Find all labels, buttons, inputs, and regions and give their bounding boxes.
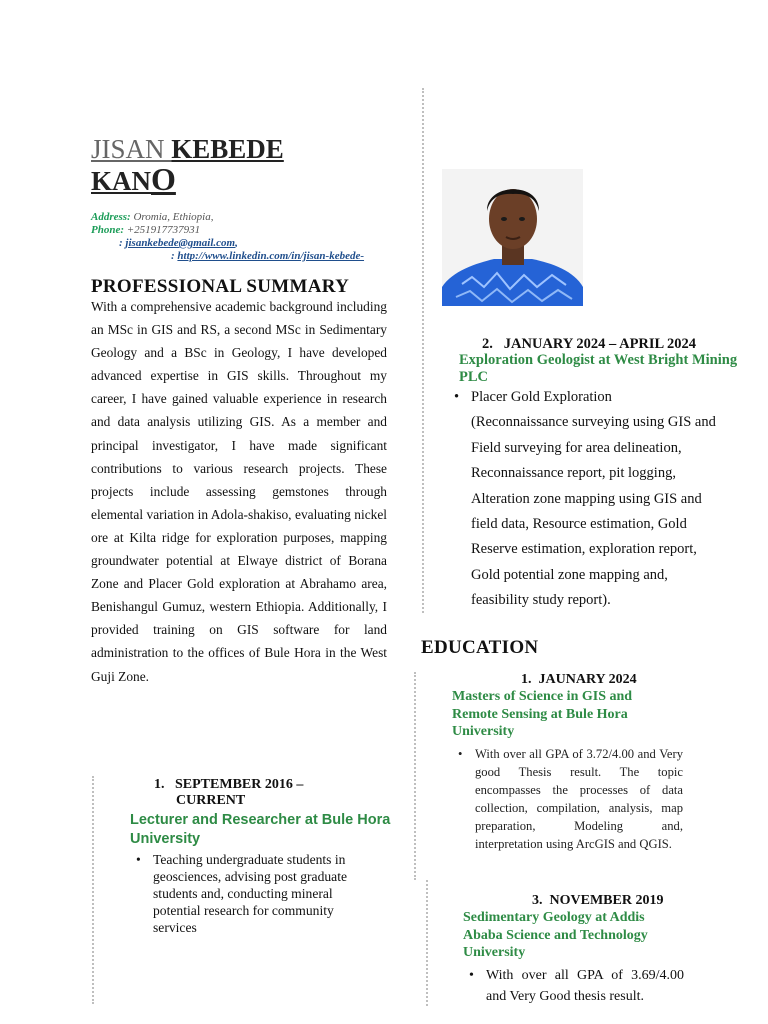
- summary-heading: PROFESSIONAL SUMMARY: [91, 276, 350, 297]
- phone-line: Phone: +251917737931: [91, 224, 201, 236]
- job-title: Lecturer and Researcher at Bule Hora University: [130, 812, 391, 847]
- address-line: Address: Oromia, Ethiopia,: [91, 211, 214, 223]
- education-title: Sedimentary Geology at Addis Ababa Science and Technology University: [463, 910, 648, 960]
- job-period: 1. SEPTEMBER 2016 – CURRENT: [154, 777, 304, 808]
- linkedin-line: : http://www.linkedin.com/in/jisan-kebede-: [171, 250, 365, 262]
- column-divider: [426, 880, 428, 1006]
- job-title: Exploration Geologist at West Bright Mining PLC: [459, 352, 738, 385]
- education-bullet: • With over all GPA of 3.69/4.00 and Very Good thesis result.: [486, 966, 684, 1007]
- person-portrait-icon: [442, 169, 583, 306]
- education-bullets: [486, 966, 684, 1007]
- job-bullet: • Teaching undergraduate students in geosciences, advising post graduate students and, conducting mineral potential research for community services: [153, 851, 375, 936]
- column-divider: [414, 672, 416, 880]
- column-divider: [92, 776, 94, 1004]
- education-period: 1. JAUNARY 2024: [521, 672, 637, 687]
- column-divider: [422, 88, 424, 613]
- job-period: 2. JANUARY 2024 – APRIL 2024: [482, 336, 697, 352]
- contact-block: [91, 211, 391, 263]
- education-heading: EDUCATION: [421, 637, 539, 658]
- linkedin-link[interactable]: http://www.linkedin.com/in/jisan-kebede-: [177, 250, 365, 262]
- education-title: Masters of Science in GIS and Remote Sensing at Bule Hora University: [452, 689, 633, 739]
- email-link[interactable]: jisankebede@gmail.com: [125, 237, 236, 249]
- candidate-name: JISAN KEBEDE KANO: [91, 134, 284, 197]
- education-period: 3. NOVEMBER 2019: [532, 893, 664, 908]
- education-bullets: [475, 745, 683, 853]
- profile-photo: [442, 169, 583, 306]
- job-bullets: [471, 385, 726, 614]
- email-line: : jisankebede@gmail.com,: [119, 237, 238, 249]
- job-bullets: [153, 851, 375, 936]
- summary-text: With a comprehensive academic background including an MSc in GIS and RS, a second MSc in Sedimentary Geology and a BSc in Geology, I have developed advanced expertise in GIS skills. Throughout my career, I have gained valuable experience in research and data analysis utilizing GIS. As a member and principal investigator, I have made significant contributions to various research projects. These projects include assessing gemstones through elemental variation in Adola-shakiso, evaluating nickel ore at Kilta ridge for exploration purposes, mapping groundwater potential at Elwaye district of Borana Zone and Placer Gold exploration at Abrahamo area, Benishangul Gumuz, western Ethiopia. Additionally, I provided training on GIS software for land administration to the offices of Bule Hora in the West Guji Zone.: [91, 299, 387, 684]
- education-bullet: • With over all GPA of 3.72/4.00 and Very good Thesis result. The topic encompasses the processes of data collection, compilation, analysis, map preparation, Modeling and, interpretation using ArcGIS and QGIS.: [475, 745, 683, 853]
- job-bullet: • Placer Gold Exploration (Reconnaissance surveying using GIS and Field surveying for area delineation, Reconnaissance report, pit logging, Alteration zone mapping using GIS and field data, Resource estimation, Gold Reserve estimation, exploration report, Gold potential zone mapping and, feasibility study report).: [471, 385, 726, 614]
